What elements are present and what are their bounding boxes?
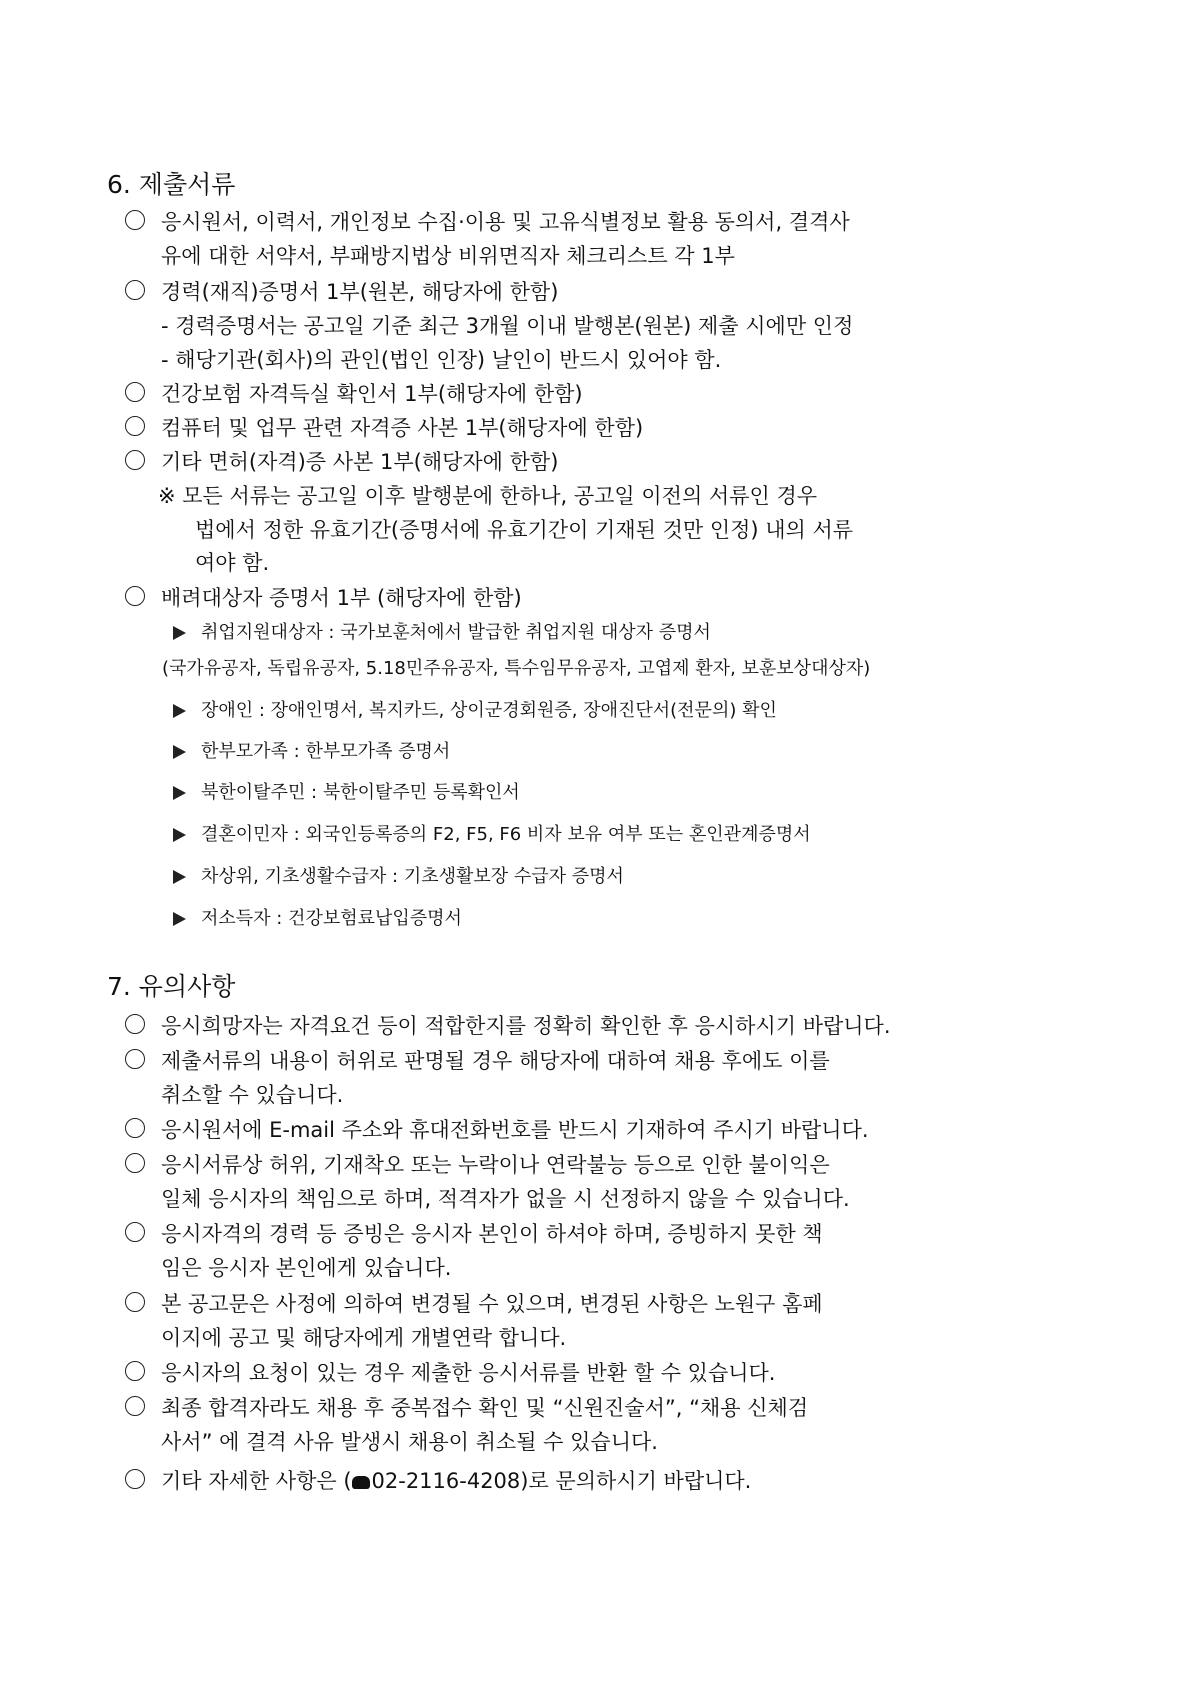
section-7-heading: 7. 유의사항 [107, 972, 236, 1001]
circle-bullet-icon [125, 1118, 145, 1138]
circle-bullet-icon [125, 1469, 145, 1489]
phone-number: 02-2116-4208 [371, 1469, 521, 1493]
circle-bullet-icon [125, 1014, 145, 1034]
notice-line: 여야 함. [195, 551, 270, 575]
circle-bullet-icon [125, 280, 145, 300]
notice-line: ※ 모든 서류는 공고일 이후 발행분에 한하나, 공고일 이전의 서류인 경우 [158, 484, 818, 508]
career-note: - 경력증명서는 공고일 기준 최근 3개월 이내 발행본(원본) 제출 시에만 인정 [161, 314, 854, 338]
circle-bullet-icon [125, 1396, 145, 1416]
triangle-bullet-icon [173, 704, 186, 718]
circle-bullet-icon [125, 1153, 145, 1173]
circle-bullet-icon [125, 382, 145, 402]
notice-line: 법에서 정한 유효기간(증명서에 유효기간이 기재된 것만 인정) 내의 서류 [195, 518, 854, 542]
triangle-bullet-icon [173, 828, 186, 842]
circle-bullet-icon [125, 416, 145, 436]
circle-bullet-icon [125, 210, 145, 230]
circle-bullet-icon [125, 1049, 145, 1069]
section-6-heading: 6. 제출서류 [107, 170, 236, 199]
triangle-bullet-icon [173, 870, 186, 884]
list-item-continuation: 유에 대한 서약서, 부패방지법상 비위면직자 체크리스트 각 1부 [161, 244, 735, 268]
sub-item-detail: (국가유공자, 독립유공자, 5.18민주유공자, 특수임무유공자, 고엽제 환자, 보훈보상대상자) [162, 658, 871, 679]
list-item-continuation: 사서” 에 결격 사유 발생시 채용이 취소될 수 있습니다. [161, 1430, 658, 1454]
triangle-bullet-icon [173, 745, 186, 759]
triangle-bullet-icon [173, 626, 186, 640]
circle-bullet-icon [125, 450, 145, 470]
triangle-bullet-icon [173, 786, 186, 800]
triangle-bullet-icon [173, 912, 186, 926]
circle-bullet-icon [125, 586, 145, 606]
circle-bullet-icon [125, 1222, 145, 1242]
list-item-continuation: 임은 응시자 본인에게 있습니다. [161, 1256, 452, 1280]
list-item-continuation: 취소할 수 있습니다. [161, 1083, 344, 1107]
document-page: 6. 제출서류 응시원서, 이력서, 개인정보 수집·이용 및 고유식별정보 활용 동의서, 결격사 유에 대한 서약서, 부패방지법상 비위면직자 체크리스트 각 1부 경력(재직)증명서 1부(원본, 해당자에 한함) - 경력증명서는 공고일 기준 최근 3개월 이내 발행본(원본) 제출 시에만 인정 - 해당기관(회사)의 관인(법인 인장) 날인이 반드시 있어야 함. 건강보험 자격득실 확인서 1부(해당자에 한함) 컴퓨터 및 업무 관련 자격증 사본 1부(해당자에 한함) 기타 면허(자격)증 사본 1부(해당자에 한함) ※ 모든 서류는 공고일 이후 발행분에 한하나, 공고일 이전의 서류인 경우 법에서 정한 유효기간(증명서에 유효기간이 기재된 것만 인정) 내의 서류 여야 함. 배려대상자 증명서 1부 (해당자에 한함) 취업지원대상자 : 국가보훈처에서 발급한 취업지원 대상자 증명서 (국가유공자, 독립유공자, 5.18민주유공자, 특수임무유공자, 고엽제 환자, 보훈보상대상자) 장애인 : 장애인명서, 복지카드, 상이군경회원증, 장애진단서(전문의) 확인 한부모가족 : 한부모가족 증명서 북한이탈주민 : 북한이탈주민 등록확인서 결혼이민자 : 외국인등록증의 F2, F5, F6 비자 보유 여부 또는 혼인관계증명서 차상위, 기초생활수급자 : 기초생활보장 수급자 증명서 저소득자 : 건강보험료납입증명서 7. 유의사항 응시희망자는 자격요건 등이 적합한지를 정확히 확인한 후 응시하시기 바랍니다. 제출서류의 내용이 허위로 판명될 경우 해당자에 대하여 채용 후에도 이를 취소할 수 있습니다. 응시원서에 E-mail 주소와 휴대전화번호를 반드시 기재하여 주시기 바랍니다. 응시서류상 허위, 기재착오 또는 누락이나 연락불능 등으로 인한 불이익은 일체 응시자의 책임으로 하며, 적격자가 없을 시 선정하지 않을 수 있습니다. 응시자격의 경력 등 증빙은 응시자 본인이 하셔야 하며, 증빙하지 못한 책 임은 응시자 본인에게 있습니다. 본 공고문은 사정에 의하여 변경될 수 있으며, 변경된 사항은 노원구 홈페 이지에 공고 및 해당자에게 개별연락 합니다. 응시자의 요청이 있는 경우 제출한 응시서류를 반환 할 수 있습니다. 최종 합격자라도 채용 후 중복접수 확인 및 “신원진술서”, “채용 신체검 사서” 에 결격 사유 발생시 채용이 취소될 수 있습니다. 기타 자세한 사항은 ( 02-2116-4208)로 문의하시기 바랍니다. [107, 170, 891, 1493]
phone-icon [352, 1476, 370, 1489]
circle-bullet-icon [125, 1361, 145, 1381]
career-note: - 해당기관(회사)의 관인(법인 인장) 날인이 반드시 있어야 함. [161, 348, 722, 372]
list-item-continuation: 이지에 공고 및 해당자에게 개별연락 합니다. [161, 1326, 567, 1350]
list-item-continuation: 일체 응시자의 책임으로 하며, 적격자가 없을 시 선정하지 않을 수 있습니다. [161, 1187, 850, 1211]
circle-bullet-icon [125, 1292, 145, 1312]
